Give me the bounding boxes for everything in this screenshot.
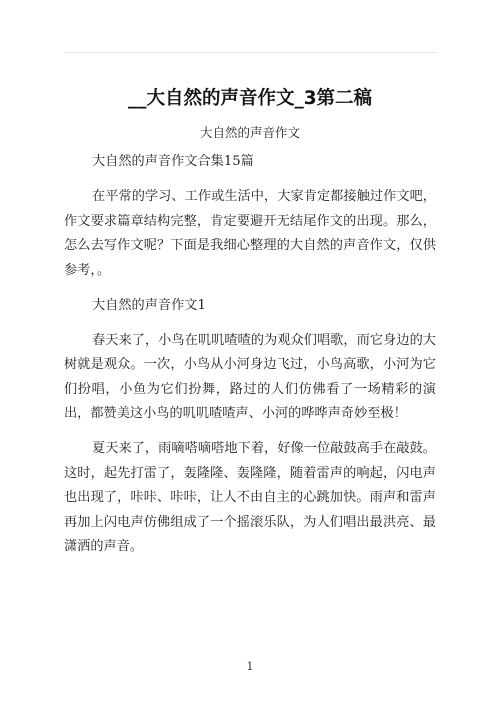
document-title: __大自然的声音作文_3第二稿: [127, 88, 373, 109]
header-rule: [64, 52, 436, 53]
paragraph-summer: 夏天来了，雨嘀嗒嘀嗒地下着，好像一位敲鼓高手在敲鼓。这时，起先打雷了，轰隆隆、轰隆隆，随着雷声的响起，闪电声也出现了，咔咔、咔咔，让人不由自主的心跳加快。雨声和雷声再加上闪电声仿佛组成了一个摇滚乐队，为人们唱出最洪亮、最潇洒的声音。: [64, 441, 436, 554]
paragraph-essay-1-heading: 大自然的声音作文1: [92, 297, 206, 313]
document-subtitle: 大自然的声音作文: [199, 125, 300, 140]
page-number: 1: [246, 660, 254, 673]
document-body: [64, 150, 436, 570]
paragraph-collection-heading: 大自然的声音作文合集15篇: [92, 154, 254, 169]
paragraph-spring: 春天来了，小鸟在叽叽喳喳的为观众们唱歌，而它身边的大树就是观众。一次，小鸟从小河身边飞过，小鸟高歌，小河为它们扮唱，小鱼为它们扮舞，路过的人们仿佛看了一场精彩的演出，都赞美这小鸟的叽叽喳喳声、小河的哗哗声奇妙至极！: [64, 332, 436, 421]
paragraph-intro: 在平常的学习、工作或生活中，大家肯定都接触过作文吧，作文要求篇章结构完整，肯定要避开无结尾作文的出现。那么，怎么去写作文呢？下面是我细心整理的大自然的声音作文，仅供参考，。: [64, 189, 436, 278]
